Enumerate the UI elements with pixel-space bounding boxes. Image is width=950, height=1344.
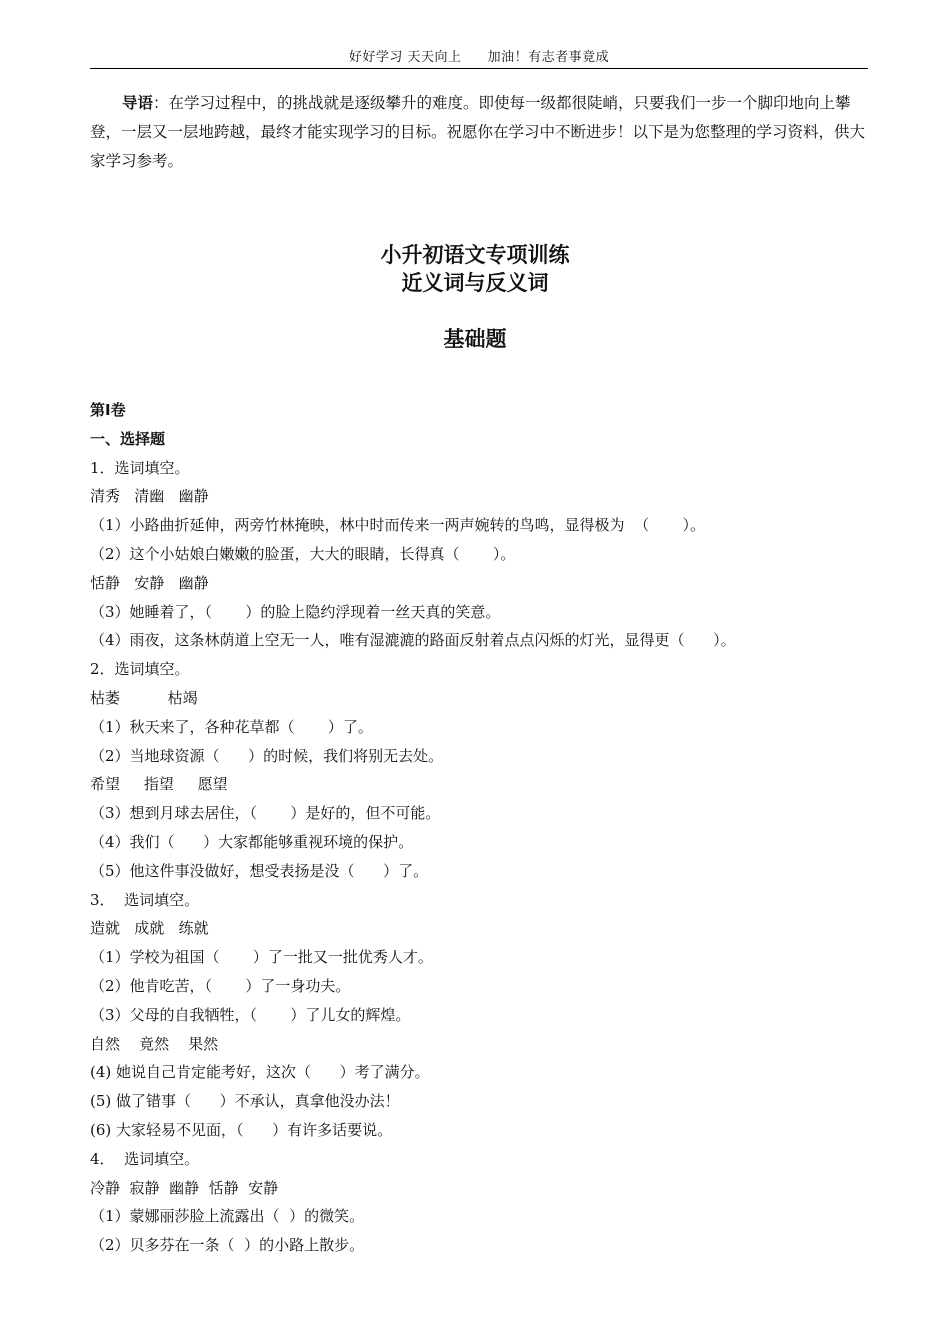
header-motto-right: 加油！有志者事竟成 [487, 50, 610, 65]
exercise-line: 恬静 安静 幽静 [90, 573, 209, 592]
exercise-line: 造就 成就 练就 [90, 919, 209, 938]
exercise-line: （2）他肯吃苦，（ ）了一身功夫。 [90, 976, 351, 995]
exercise-line: （3）父母的自我牺牲，（ ）了儿女的辉煌。 [90, 1005, 411, 1024]
exercise-line: （5）他这件事没做好，想受表扬是没（ ）了。 [90, 861, 429, 880]
document-title: 小升初语文专项训练 [380, 243, 570, 267]
exercise-line: （3）她睡着了，（ ）的脸上隐约浮现着一丝天真的笑意。 [90, 602, 501, 621]
exercise-line: 冷静 寂静 幽静 恬静 安静 [90, 1178, 279, 1197]
exercise-line: 一、选择题 [90, 429, 166, 448]
exercise-line: （2）这个小姑娘白嫩嫩的脸蛋，大大的眼睛，长得真（ ）。 [90, 544, 516, 563]
exercise-content [90, 396, 870, 1260]
exercise-line: （2）当地球资源（ ）的时候，我们将别无去处。 [90, 746, 444, 765]
intro-label: 导语 [122, 93, 154, 112]
exercise-line: （4）我们（ ）大家都能够重视环境的保护。 [90, 832, 414, 851]
exercise-line: （1）学校为祖国（ ）了一批又一批优秀人才。 [90, 948, 433, 967]
exercise-line: (4) 她说自己肯定能考好，这次（ ）考了满分。 [90, 1063, 430, 1082]
exercise-line: （1）小路曲折延伸，两旁竹林掩映，林中时而传来一两声婉转的鸟鸣，显得极为 （ ）。 [90, 516, 705, 535]
exercise-line: （1）秋天来了，各种花草都（ ）了。 [90, 717, 373, 736]
exercise-line: （2）贝多芬在一条（ ）的小路上散步。 [90, 1236, 365, 1255]
exercise-line: 枯萎 枯竭 [90, 688, 198, 707]
exercise-line: 2．选词填空。 [90, 660, 190, 679]
exercise-line: (5) 做了错事（ ）不承认，真拿他没办法！ [90, 1092, 400, 1111]
exercise-line: 清秀 清幽 幽静 [90, 487, 209, 506]
exercise-line: 4． 选词填空。 [90, 1149, 200, 1168]
exercise-line: (6) 大家轻易不见面，（ ）有许多话要说。 [90, 1120, 393, 1139]
exercise-line: （1）蒙娜丽莎脸上流露出（ ）的微笑。 [90, 1207, 365, 1226]
exercise-line: 1．选词填空。 [90, 458, 190, 477]
page-header [90, 48, 868, 69]
intro-text: ：在学习过程中，的挑战就是逐级攀升的难度。即使每一级都很陡峭，只要我们一步一个脚印地向上攀登，一层又一层地跨越，最终才能实现学习的目标。祝愿你在学习中不断进步！以下是为您整理的学习资料，供大家学习参考。 [90, 94, 866, 170]
exercise-line: 希望 指望 愿望 [90, 775, 228, 794]
document-subtitle: 近义词与反义词 [401, 271, 549, 295]
exercise-line: 3． 选词填空。 [90, 890, 200, 909]
exercise-line: 自然 竟然 果然 [90, 1034, 219, 1053]
exercise-line: 第Ⅰ卷 [90, 401, 126, 419]
exercise-line: （4）雨夜，这条林荫道上空无一人，唯有湿漉漉的路面反射着点点闪烁的灯光，显得更（ ）。 [90, 631, 736, 650]
section-title: 基础题 [443, 327, 507, 351]
exercise-line: （3）想到月球去居住，（ ）是好的，但不可能。 [90, 804, 441, 823]
header-motto-left: 好好学习 天天向上 [348, 50, 462, 65]
intro-paragraph [90, 88, 870, 176]
